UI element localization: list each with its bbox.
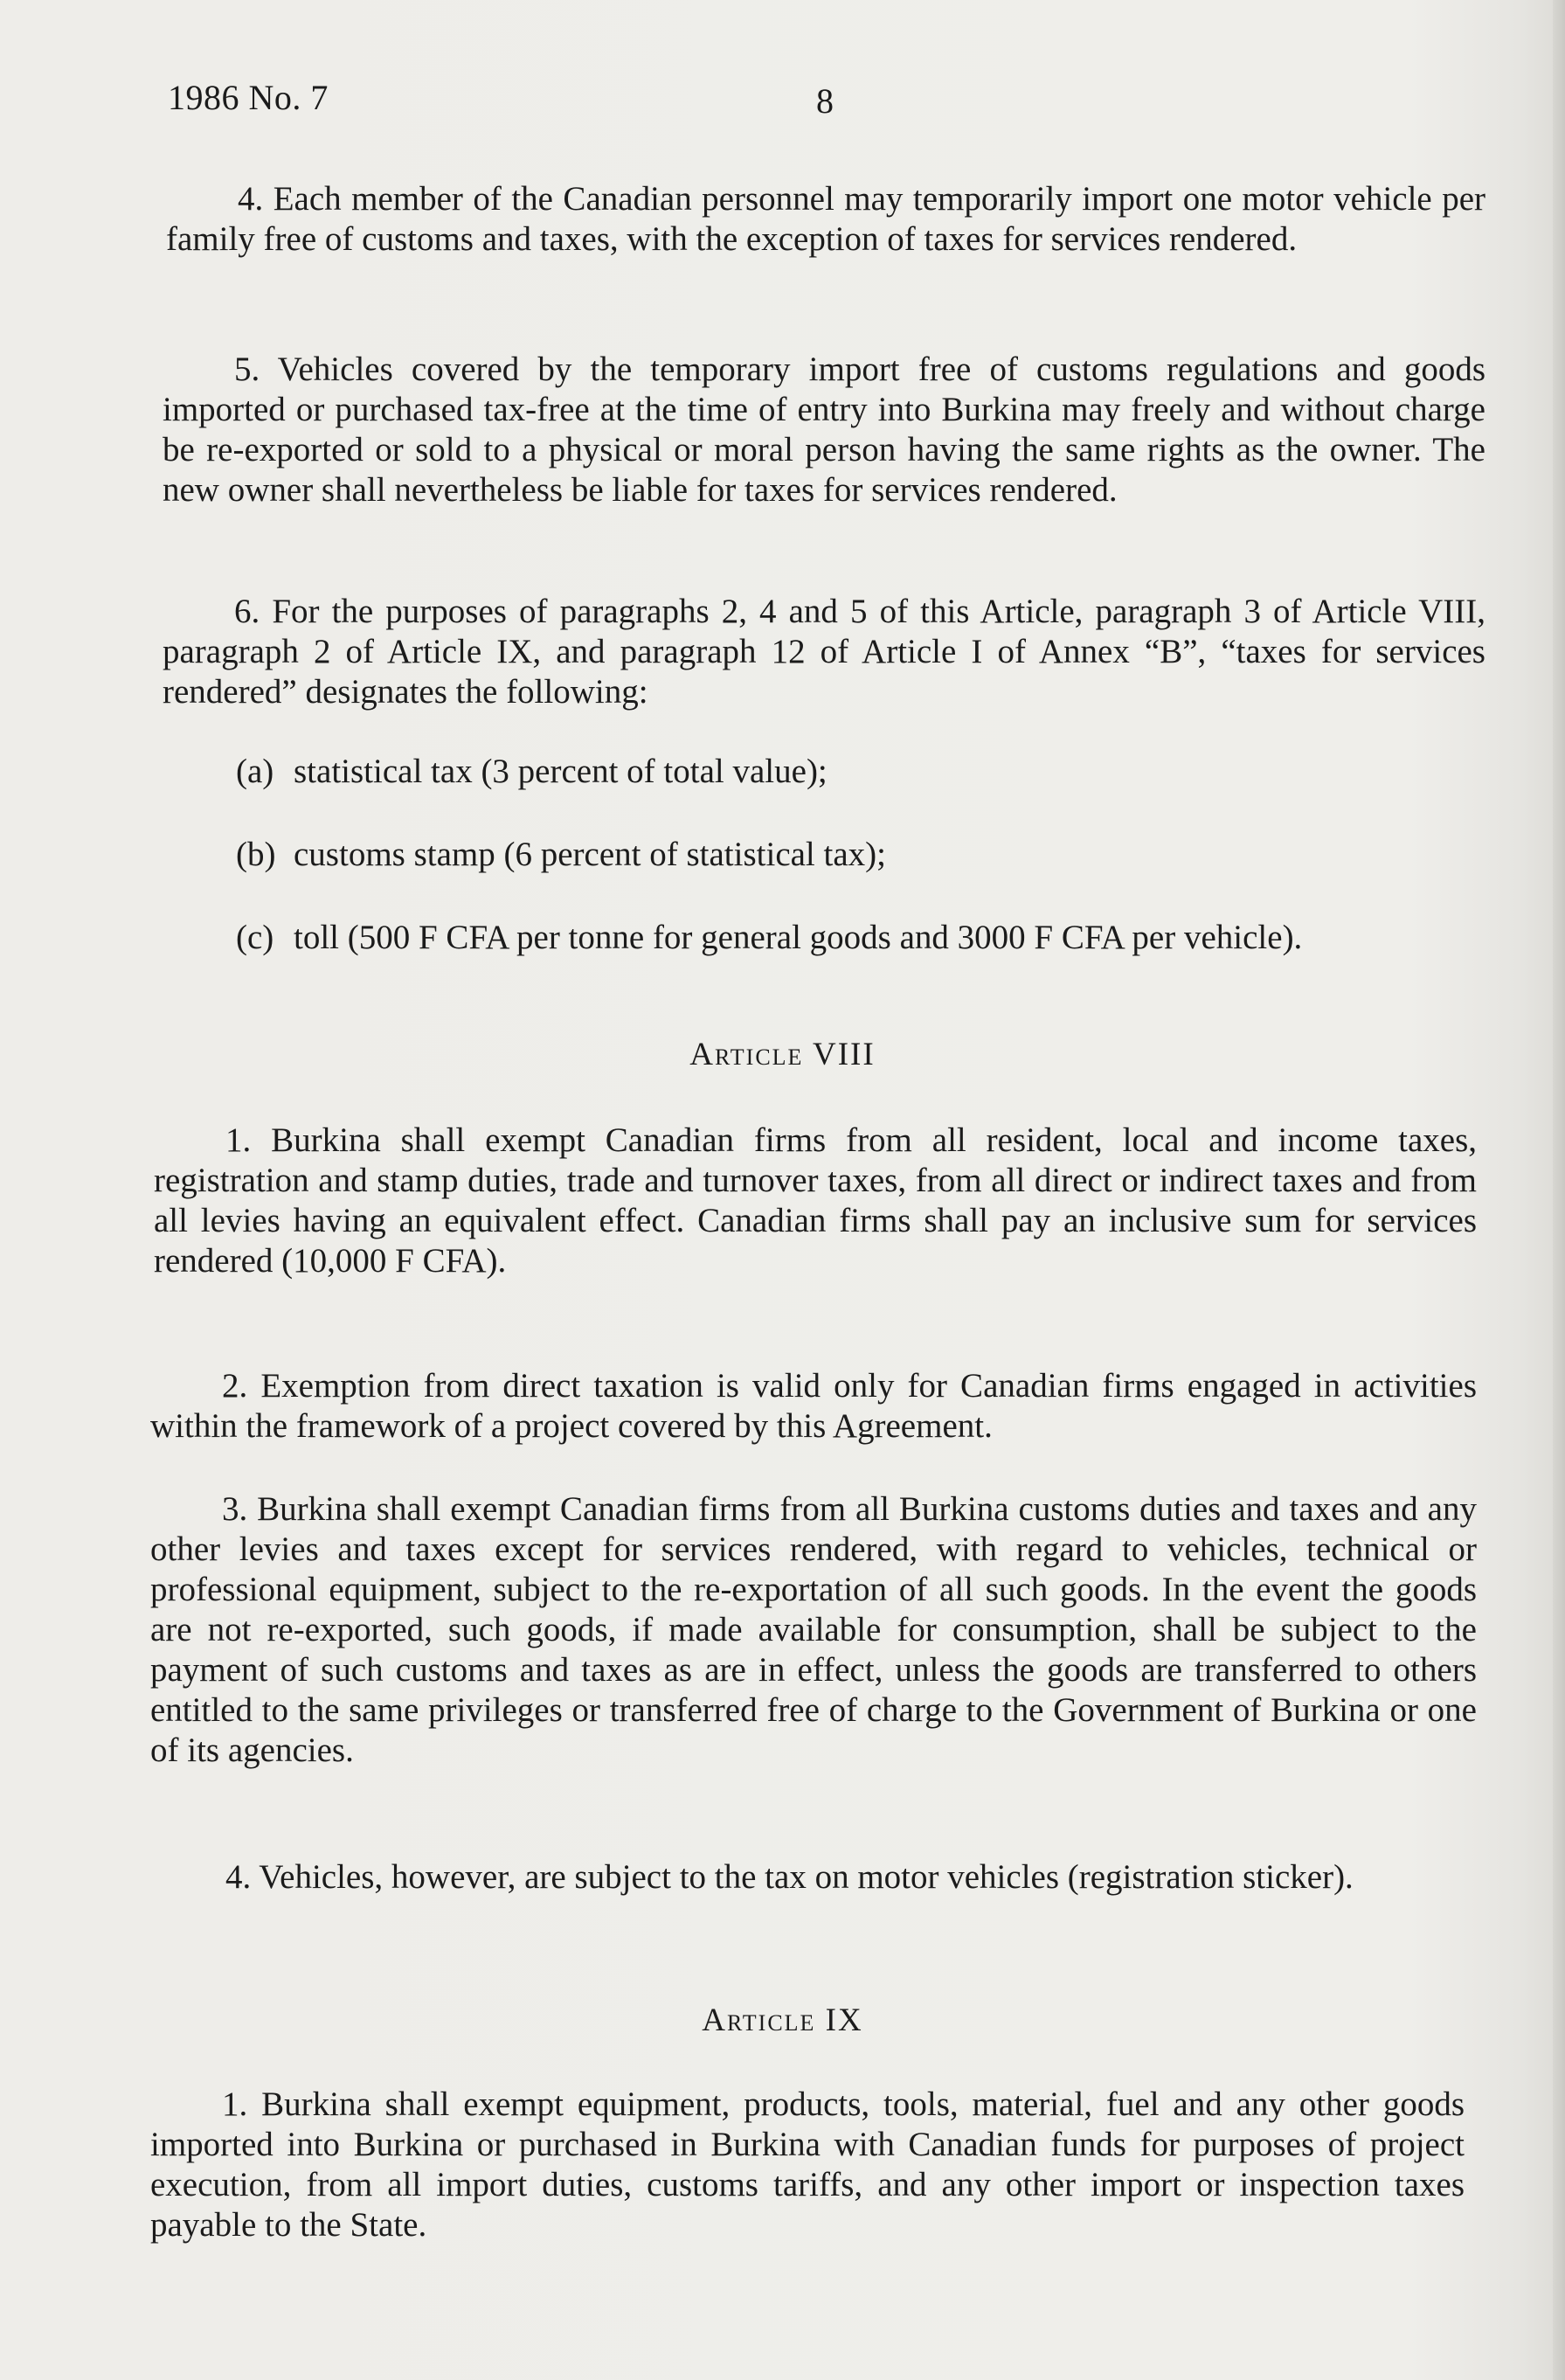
list-item-label: (b) (236, 836, 276, 873)
article-viii-paragraph-4: 4. Vehicles, however, are subject to the tax on motor vehicles (registration sticker). (225, 1858, 1354, 1896)
paragraph-4: 4. Each member of the Canadian personnel may temporarily import one motor vehicle per family free of customs and taxes, with the exception of taxes for services rendered. (166, 180, 1485, 258)
article-viii-paragraph-3: 3. Burkina shall exempt Canadian firms from all Burkina customs duties and taxes and any other levies and taxes except for services rendered, with regard to vehicles, technical or professional equipment, subject to the re-exportation of all such goods. In the event the goods are not re-exported, such goods, if made available for consumption, shall be subject to the payment of such customs and taxes as are in effect, unless the goods are transferred to others entitled to the same privileges or transferred free of charge to the Government of Burkina or one of its agencies. (150, 1490, 1477, 1769)
article-viii-heading: Article VIII (689, 1037, 876, 1072)
header-year-number: 1986 No. 7 (168, 78, 329, 117)
list-item-label: (c) (236, 919, 274, 956)
article-viii-paragraph-2: 2. Exemption from direct taxation is valid only for Canadian firms engaged in activities within the framework of a project covered by this Agreement. (150, 1367, 1477, 1445)
paragraph-6: 6. For the purposes of paragraphs 2, 4 and 5 of this Article, paragraph 3 of Article VIII, paragraph 2 of Article IX, and paragraph 12 of Article I of Annex “B”, “taxes for services rendered” designates the following: (163, 593, 1485, 711)
list-item-label: (a) (236, 753, 274, 790)
list-item-text: toll (500 F CFA per tonne for general goods and 3000 F CFA per vehicle). (294, 919, 1303, 956)
list-item-a (236, 752, 828, 792)
paragraph-5: 5. Vehicles covered by the temporary import free of customs regulations and goods imported or purchased tax-free at the time of entry into Burkina may freely and without charge be re-exported or sold to a physical or moral person having the same rights as the owner. The new owner shall nevertheless be liable for taxes for services rendered. (163, 350, 1485, 509)
article-ix-paragraph-1: 1. Burkina shall exempt equipment, products, tools, material, fuel and any other goods imported into Burkina or purchased in Burkina with Canadian funds for purposes of project execution, from all import duties, customs tariffs, and any other import or inspection taxes payable to the State. (150, 2085, 1465, 2244)
article-viii-paragraph-1: 1. Burkina shall exempt Canadian firms from all resident, local and income taxes, registration and stamp duties, trade and turnover taxes, from all direct or indirect taxes and from all levies having an equivalent effect. Canadian firms shall pay an inclusive sum for services rendered (10,000 F CFA). (154, 1121, 1477, 1280)
list-item-text: customs stamp (6 percent of statistical tax); (294, 836, 886, 873)
list-item-b (236, 835, 886, 875)
article-ix-heading: Article IX (702, 2002, 863, 2038)
list-item-text: statistical tax (3 percent of total value); (294, 753, 828, 790)
page-number: 8 (816, 81, 834, 121)
list-item-c (236, 918, 1302, 958)
